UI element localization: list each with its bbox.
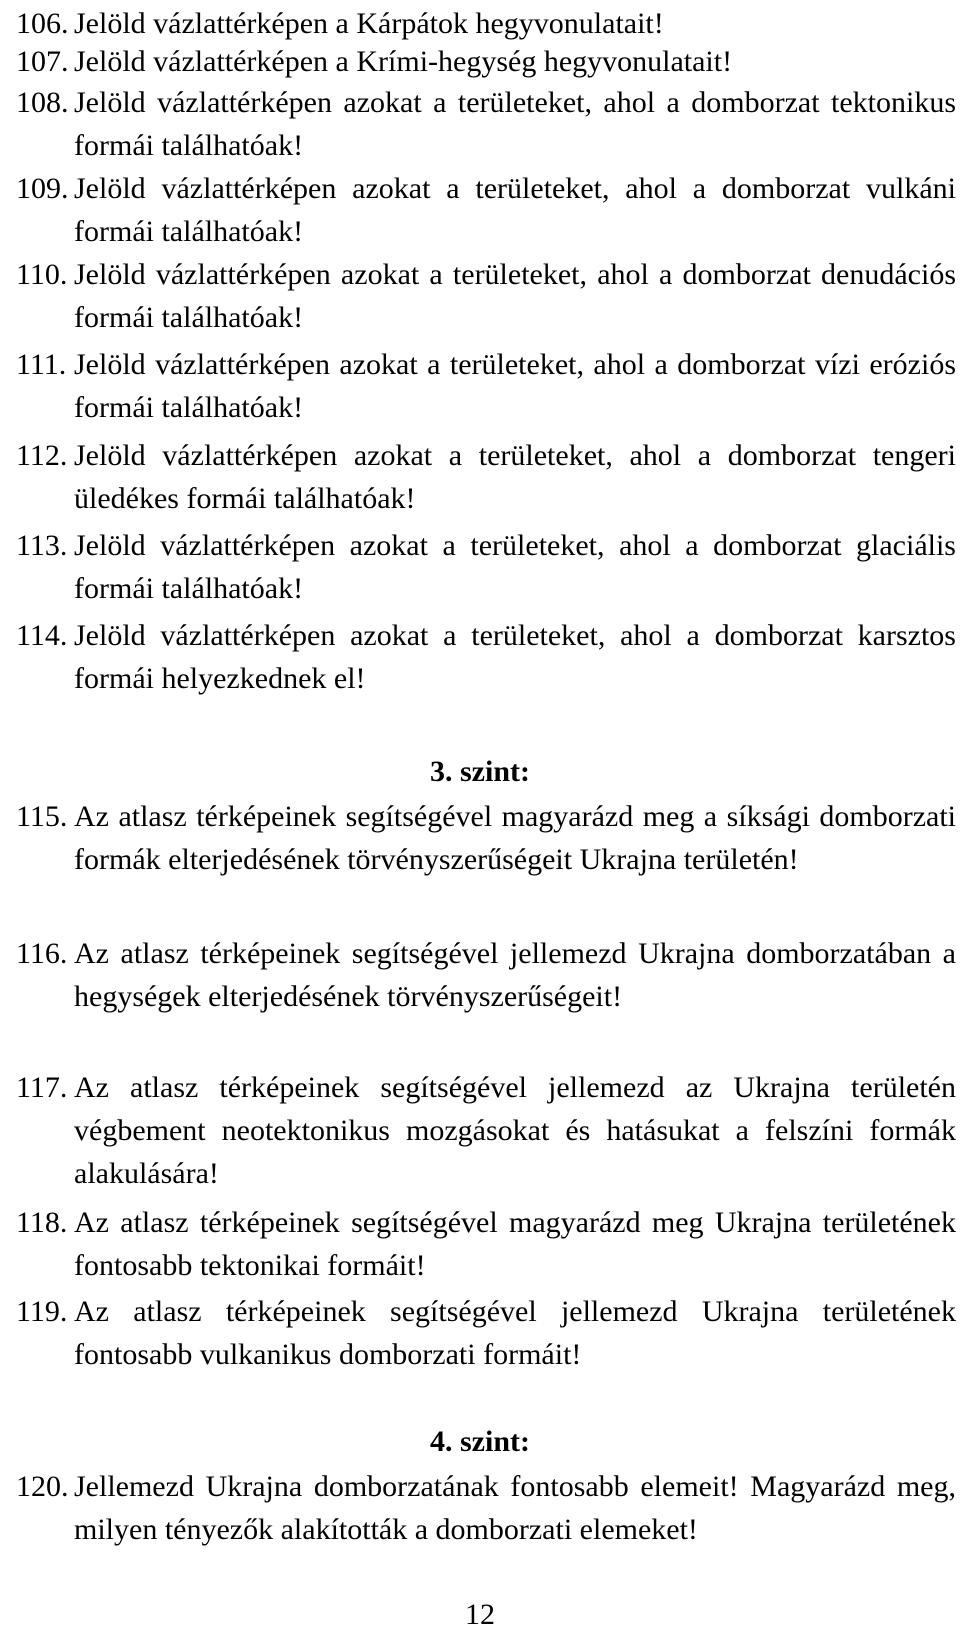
task-number: 119. [16, 1295, 68, 1328]
task-number: 116. [16, 937, 68, 970]
section-heading-level-3: 3. szint: [430, 755, 530, 788]
task-116 [16, 932, 956, 1018]
task-number: 109. [16, 172, 69, 205]
task-117 [16, 1066, 956, 1195]
task-text: Jelöld vázlattérképen azokat a területeket, ahol a domborzat tengeri üledékes formái találhatóak! [74, 439, 956, 515]
task-text: Jelöld vázlattérképen azokat a területeket, ahol a domborzat glaciális formái találhatóak! [74, 529, 956, 605]
task-112 [16, 434, 956, 520]
task-number: 114. [16, 619, 68, 652]
task-number: 110. [16, 258, 68, 291]
task-number: 113. [16, 529, 68, 562]
task-110 [16, 253, 956, 339]
task-113 [16, 524, 956, 610]
task-text: Jelöld vázlattérképen azokat a területeket, ahol a domborzat denudációs formái találhatóak! [74, 258, 956, 334]
task-number: 108. [16, 86, 69, 119]
task-text: Jelöld vázlattérképen azokat a területeket, ahol a domborzat vízi eróziós formái találhatóak! [74, 348, 956, 424]
task-text: Jelöld vázlattérképen azokat a területeket, ahol a domborzat tektonikus formái találhatóak! [74, 86, 956, 162]
task-number: 115. [16, 800, 68, 833]
task-119 [16, 1290, 956, 1376]
task-text: Az atlasz térképeinek segítségével magyarázd meg Ukrajna területének fontosabb tektonikai formáit! [74, 1206, 956, 1282]
task-text: Jellemezd Ukrajna domborzatának fontosabb elemeit! Magyarázd meg, milyen tényezők alakították a domborzati elemeket! [74, 1470, 956, 1546]
task-text: Jelöld vázlattérképen azokat a területeket, ahol a domborzat karsztos formái helyezkednek el! [74, 619, 956, 695]
task-number: 112. [16, 439, 68, 472]
section-heading-level-4: 4. szint: [430, 1425, 530, 1458]
task-106 [16, 2, 956, 45]
task-number: 111. [16, 348, 67, 381]
task-109 [16, 167, 956, 253]
task-number: 120. [16, 1470, 69, 1503]
task-111 [16, 343, 956, 429]
task-text: Jelöld vázlattérképen azokat a területeket, ahol a domborzat vulkáni formái találhatóak! [74, 172, 956, 248]
task-115 [16, 795, 956, 881]
task-text: Jelöld vázlattérképen a Krími-hegység hegyvonulatait! [74, 45, 733, 78]
task-number: 118. [16, 1206, 68, 1239]
task-number: 107. [16, 45, 69, 78]
task-number: 106. [16, 7, 69, 40]
task-number: 117. [16, 1071, 68, 1104]
task-text: Az atlasz térképeinek segítségével jellemezd Ukrajna domborzatában a hegységek elterjedésének törvényszerűségeit! [74, 937, 956, 1013]
task-text: Az atlasz térképeinek segítségével jellemezd az Ukrajna területén végbement neotektonikus mozgásokat és hatásukat a felszíni formák alakulására! [74, 1071, 956, 1190]
task-text: Az atlasz térképeinek segítségével jellemezd Ukrajna területének fontosabb vulkanikus domborzati formáit! [74, 1295, 956, 1371]
task-text: Jelöld vázlattérképen a Kárpátok hegyvonulatait! [74, 7, 664, 40]
task-108 [16, 81, 956, 167]
page-number: 12 [465, 1598, 495, 1631]
task-120 [16, 1465, 956, 1551]
task-114 [16, 614, 956, 700]
task-107 [16, 40, 956, 83]
task-118 [16, 1201, 956, 1287]
task-text: Az atlasz térképeinek segítségével magyarázd meg a síksági domborzati formák elterjedésének törvényszerűségeit Ukrajna területén! [74, 800, 956, 876]
